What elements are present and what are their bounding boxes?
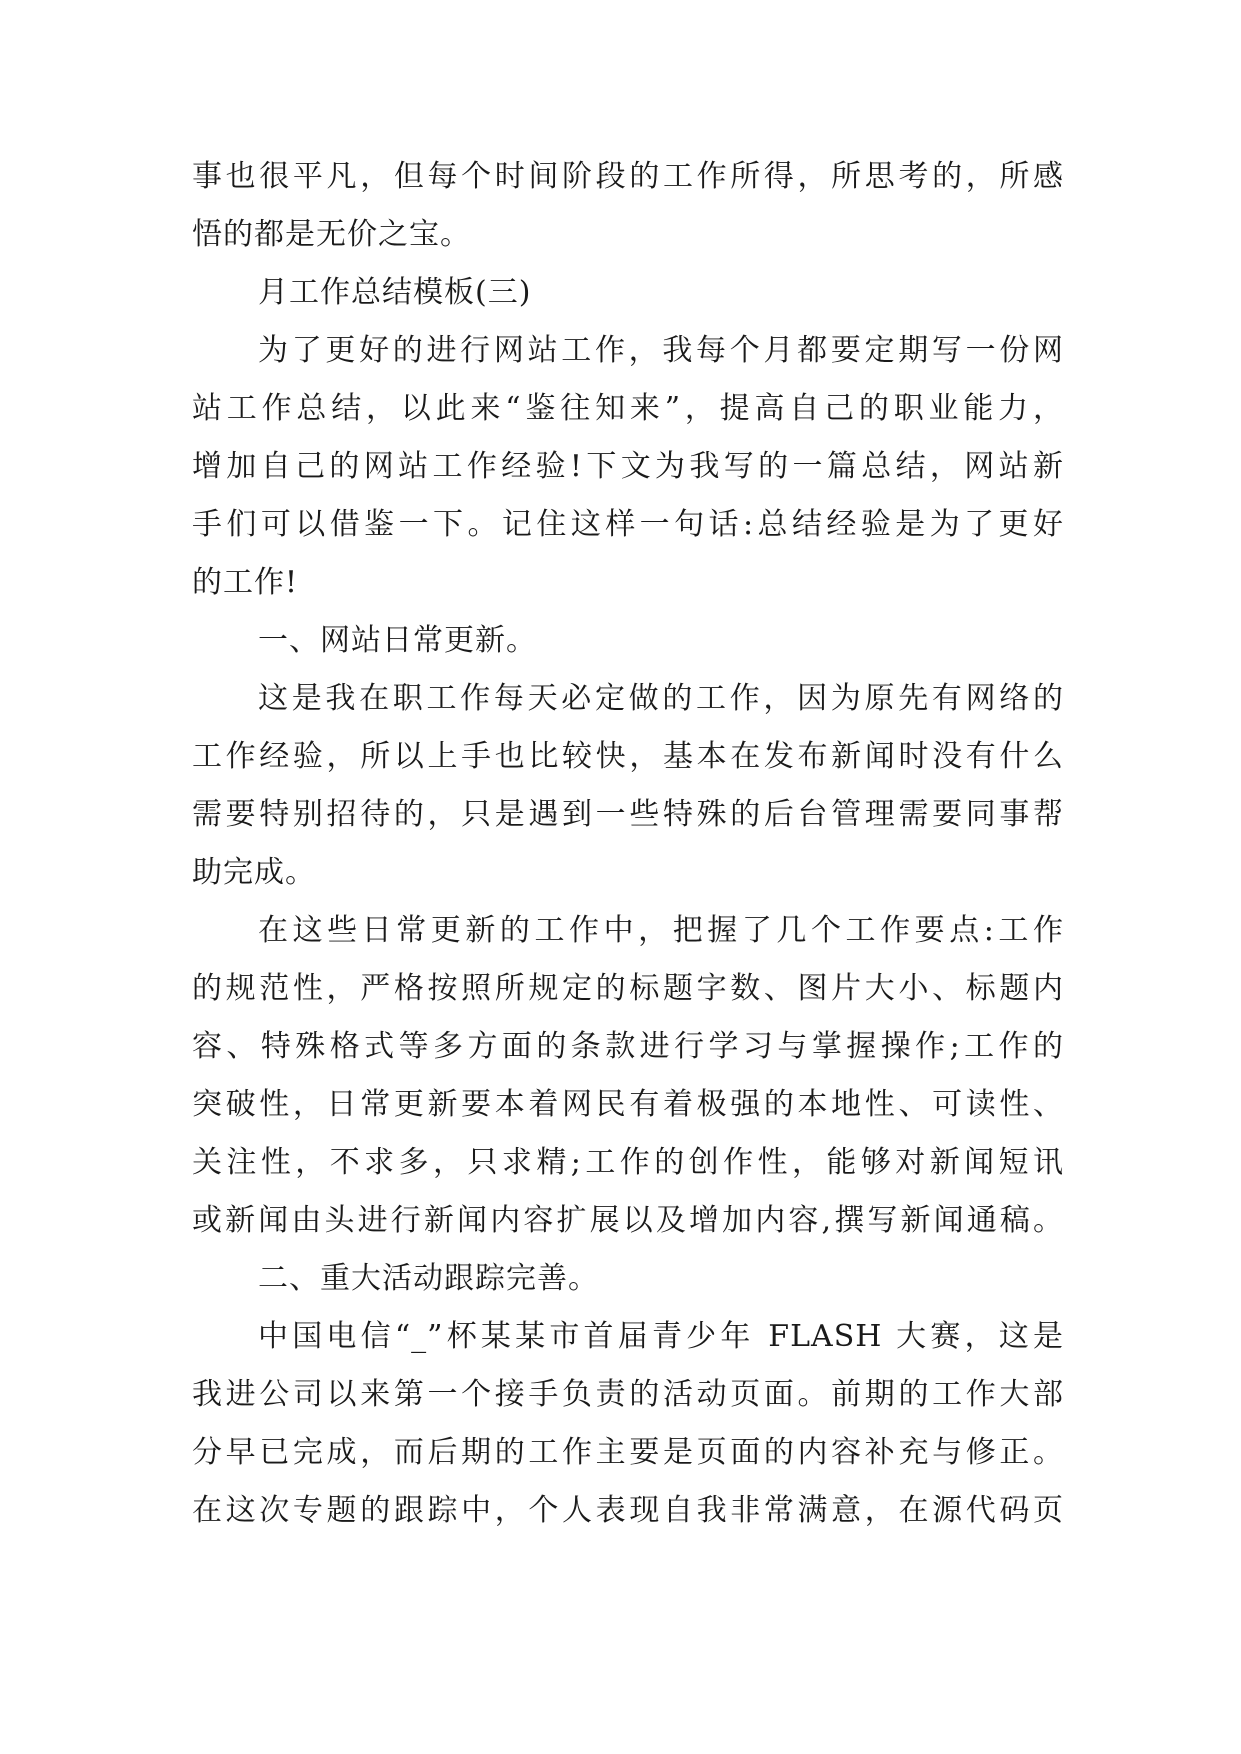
- section-heading: 二、重大活动跟踪完善。: [258, 1261, 599, 1296]
- text-line: 容、特殊格式等多方面的条款进行学习与掌握操作;工作的: [192, 1029, 1064, 1064]
- text-line: 站工作总结，以此来“鉴往知来”，提高自己的职业能力，: [192, 391, 1064, 426]
- text-line: 我进公司以来第一个接手负责的活动页面。前期的工作大部: [192, 1377, 1064, 1412]
- text-line: 在这次专题的跟踪中，个人表现自我非常满意，在源代码页: [192, 1493, 1064, 1528]
- text-line: 这是我在职工作每天必定做的工作，因为原先有网络的: [258, 681, 1064, 716]
- text-line: 手们可以借鉴一下。记住这样一句话:总结经验是为了更好: [192, 507, 1064, 542]
- text-line: 中国电信“_”杯某某市首届青少年 FLASH 大赛，这是: [258, 1319, 1064, 1354]
- text-line: 工作经验，所以上手也比较快，基本在发布新闻时没有什么: [192, 739, 1064, 774]
- text-line: 为了更好的进行网站工作，我每个月都要定期写一份网: [258, 333, 1064, 368]
- text-line: 或新闻由头进行新闻内容扩展以及增加内容,撰写新闻通稿。: [192, 1203, 1064, 1238]
- section-title: 月工作总结模板(三): [258, 275, 532, 310]
- text-line: 突破性，日常更新要本着网民有着极强的本地性、可读性、: [192, 1087, 1064, 1122]
- text-line: 关注性，不求多，只求精;工作的创作性，能够对新闻短讯: [192, 1145, 1064, 1180]
- text-line: 事也很平凡，但每个时间阶段的工作所得，所思考的，所感: [192, 159, 1064, 194]
- text-line: 增加自己的网站工作经验!下文为我写的一篇总结，网站新: [192, 449, 1064, 484]
- text-line: 悟的都是无价之宝。: [192, 217, 471, 252]
- text-line: 助完成。: [192, 855, 316, 890]
- text-line: 的规范性，严格按照所规定的标题字数、图片大小、标题内: [192, 971, 1064, 1006]
- section-heading: 一、网站日常更新。: [258, 623, 537, 658]
- text-line: 的工作!: [192, 565, 299, 600]
- document-page: [192, 148, 1064, 1540]
- text-line: 需要特别招待的，只是遇到一些特殊的后台管理需要同事帮: [192, 797, 1064, 832]
- text-line: 分早已完成，而后期的工作主要是页面的内容补充与修正。: [192, 1435, 1064, 1470]
- text-line: 在这些日常更新的工作中，把握了几个工作要点:工作: [258, 913, 1064, 948]
